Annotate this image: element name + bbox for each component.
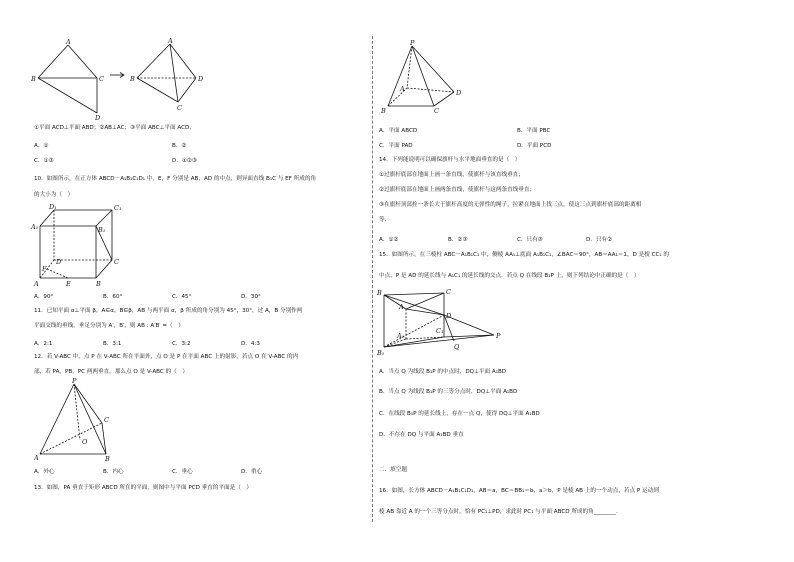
q13-label: D [456,89,462,97]
q11-option[interactable]: B．3:1 [103,341,122,347]
q12-option[interactable]: C．垂心 [172,469,193,475]
q10-label: D₁ [49,203,57,211]
q16-text: 棱 AB 靠近 A 的一个三等分点时，恰有 PC₁⊥PD，求此时 PC₁ 与平面 ABCD 所成的角________． [379,509,622,515]
q10-option[interactable]: A．90° [34,294,54,300]
q12-label: A [34,454,39,462]
q10-text: 的大小为（ ） [34,192,74,198]
q12-label: C [104,416,109,424]
q15-label: C [446,288,451,296]
q9-label: A [66,38,71,46]
q11-option[interactable]: D．4:3 [241,341,260,347]
q10-text: 10．如图所示，在正方体 ABCD－A₁B₁C₁D₁ 中，E，F 分别是 AB，AD 的中点，则异面直线 B₁C 与 EF 所成的角 [34,176,317,182]
q15-option[interactable]: A．当点 Q 为线段 B₁P 的中点时，DQ⊥平面 A₁BD [379,369,507,375]
q14-option[interactable]: D．只有② [586,237,613,243]
q15-label: C₁ [436,327,444,335]
q13-option[interactable]: D．平面 PCD [517,143,552,149]
q14-option[interactable]: C．只有③ [517,237,543,243]
q9-statement: ①平面 ACD⊥平面 ABD；②AB⊥AC；③平面 ABC⊥平面 ACD. [34,125,192,131]
q12-figure [34,378,124,462]
q10-label: A₁ [31,223,39,231]
q9-option[interactable]: D．①②③ [172,158,197,164]
q15-label: P [496,332,501,340]
q15-option[interactable]: D．不存在 DQ 与平面 A₁BD 垂直 [379,432,464,438]
q15-option[interactable]: C．在线段 B₁P 的延长线上，存在一点 Q，使得 DQ⊥平面 A₁BD [379,411,540,417]
q13-label: P [410,39,415,47]
q16-text: 16．如图，长方体 ABCD－A₁B₁C₁D₁，AB＝a，BC＝BB₁＝b，a＞b，P 是棱 AB 上的一个动点，若点 P 运动到 [379,488,659,494]
q15-label: Q [454,343,460,351]
q10-label: C₁ [114,204,122,212]
q9-label: D [198,75,204,83]
q13-label: A [400,85,405,93]
q9-label: C [177,104,182,112]
q10-cube-figure [30,202,130,288]
q9-option[interactable]: C．①③ [34,158,54,164]
q9-figure [30,38,240,120]
q12-label: O [82,438,88,446]
q12-label: B [105,455,110,462]
q13-option[interactable]: A．平面 ABCD [379,128,418,134]
q9-label: D [95,114,101,120]
q15-prism-figure [376,287,506,357]
q10-label: D [56,258,62,266]
q13-pyramid-figure [378,38,468,114]
q11-option[interactable]: C．3:2 [172,341,191,347]
q11-option[interactable]: A．2:1 [34,341,53,347]
q10-option[interactable]: C．45° [172,294,192,300]
q10-label: A [34,280,39,288]
q14-statement: 等． [379,217,391,223]
q10-label: E [66,280,71,288]
q9-label: C [99,75,104,83]
q13-option[interactable]: B．平面 PBC [517,128,551,134]
q13-text: 13．如图，PA 垂直于矩形 ABCD 所在的平面，则图中与平面 PCD 垂直的平面是（ ） [34,485,253,491]
q13-label: C [434,107,439,114]
q10-label: C [114,258,119,266]
q12-text: 12．若 V-ABC 中，点 P 在 V-ABC 所在平面外，点 O 是 P 在平面 ABC 上的射影，若点 O 在 V-ABC 的内 [34,354,299,360]
q13-option[interactable]: C．平面 PAD [379,143,413,149]
q9-label: B [130,75,135,83]
q15-text: 中点，P 是 AD 的延长线与 A₁C₁ 的延长线的交点．若点 Q 在线段 B₁P 上，则下列结论中正确的是（ ） [379,273,640,279]
q9-label: A [168,38,173,45]
q15-label: D [446,312,452,320]
q9-option[interactable]: A．① [34,143,49,149]
q12-option[interactable]: A．外心 [34,469,55,475]
q15-text: 15．如图所示，在三棱柱 ABC－A₁B₁C₁ 中，侧棱 AA₁⊥底面 A₁B₁C₁，∠BAC＝90°，AB＝AA₁＝1，D 是棱 CC₁ 的 [379,252,670,258]
q12-label: P [72,378,77,385]
q14-statement: ②过旗杆底部在地面上画两条直线，使旗杆与这两条直线垂直； [379,187,536,193]
column-divider [372,36,373,522]
q12-option[interactable]: B．内心 [103,469,124,475]
q9-label: B [31,75,36,83]
q15-option[interactable]: B．当点 Q 为线段 B₁P 的三等分点时，DQ⊥平面 A₁BD [379,389,518,395]
q10-option[interactable]: B．60° [103,294,123,300]
q15-label: B [377,289,382,297]
q14-text: 14．下列能说明可以确保旗杆与水平地面垂直的是（ ） [379,157,521,163]
q15-label: B₁ [377,349,385,357]
q13-label: B [381,107,386,114]
q10-option[interactable]: D．30° [241,294,261,300]
q14-statement: ①过旗杆底部在地面上画一条直线，使旗杆与该直线垂直； [379,172,524,178]
section-heading: 二、填空题 [379,467,407,473]
q14-option[interactable]: A．①② [379,237,399,243]
q11-text: 平面交线的垂线，垂足分别为 A′，B′，则 AB : A′B′ =（ ） [34,323,184,329]
q12-option[interactable]: D．重心 [241,469,263,475]
q9-option[interactable]: B．② [172,143,187,149]
q10-label: B₁ [98,226,106,234]
q15-label: A [399,303,404,311]
q11-text: 11．已知平面 α⊥平面 β，A∈α，B∈β，AB 与两平面 α，β 所成的角分别为 45°，30°，过 A，B 分别作两 [34,308,303,314]
q12-text: 部，若 PA，PB，PC 两两垂直，那么点 O 是 V-ABC 的（ ） [34,369,188,375]
q14-option[interactable]: B．②③ [448,237,468,243]
q10-label: B [96,280,101,288]
q10-label: F [42,265,47,273]
q14-statement: ③在旗杆顶部拴一条长大于旗杆高度的无弹性的绳子，拉紧在地面上找三点，使这三点到旗杆底部的距离相 [379,202,642,208]
q15-label: A₁ [397,332,405,340]
